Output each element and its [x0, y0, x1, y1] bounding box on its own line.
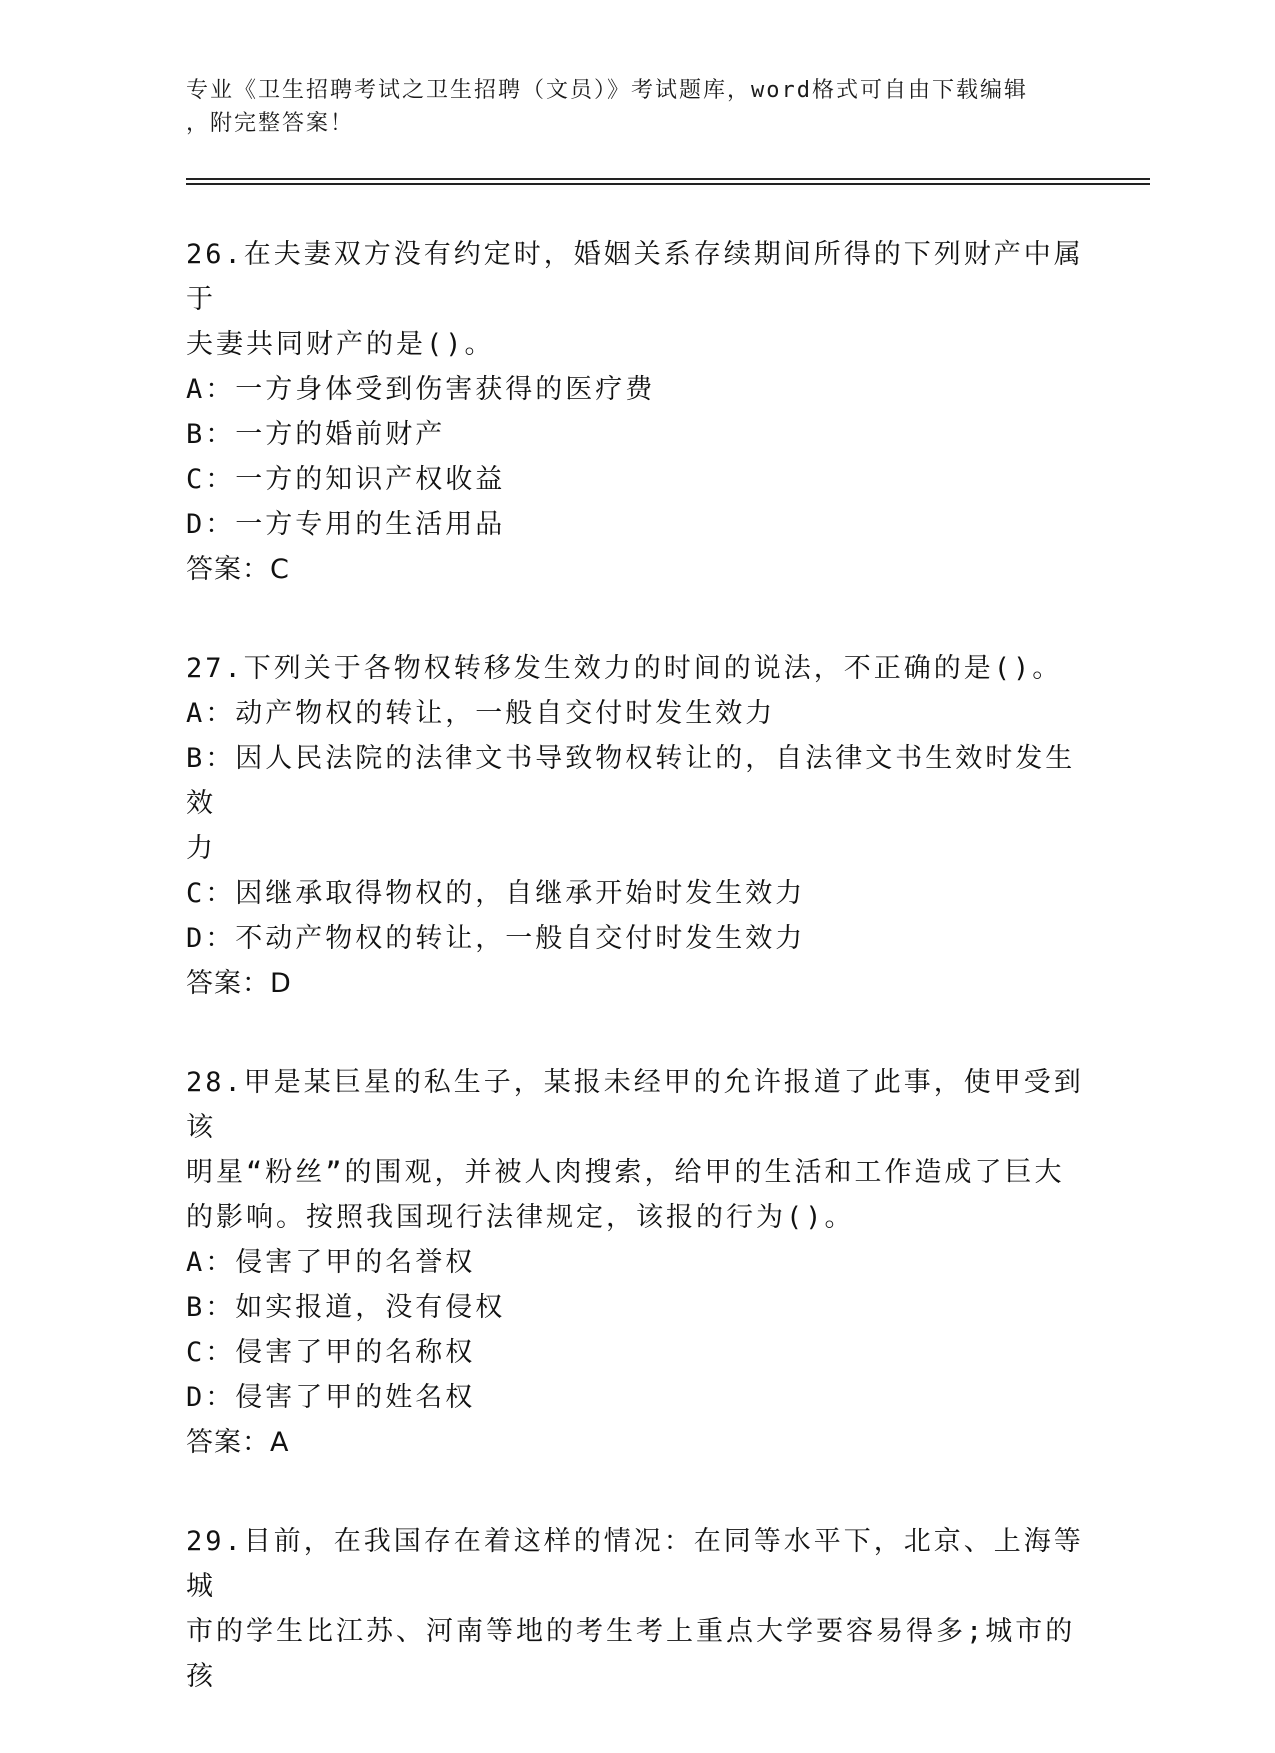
question-stem-line: 27.下列关于各物权转移发生效力的时间的说法，不正确的是()。	[186, 653, 1063, 684]
question-stem-line: 26.在夫妻双方没有约定时，婚姻关系存续期间所得的下列财产中属于	[186, 239, 1084, 315]
document-header	[186, 74, 1086, 140]
option-b-continued: 力	[186, 833, 216, 864]
option-c: C：一方的知识产权收益	[186, 464, 506, 495]
question-28	[186, 1060, 1086, 1465]
question-26	[186, 232, 1086, 592]
option-a: A：动产物权的转让，一般自交付时发生效力	[186, 698, 776, 729]
question-29	[186, 1519, 1086, 1699]
option-a: A：侵害了甲的名誉权	[186, 1247, 476, 1278]
question-27	[186, 646, 1086, 1006]
option-c: C：侵害了甲的名称权	[186, 1337, 476, 1368]
header-line-1: 专业《卫生招聘考试之卫生招聘（文员）》考试题库，word格式可自由下载编辑	[186, 78, 1028, 103]
question-stem-line: 市的学生比江苏、河南等地的考生考上重点大学要容易得多;城市的孩	[186, 1616, 1076, 1692]
option-a: A：一方身体受到伤害获得的医疗费	[186, 374, 656, 405]
question-stem-line: 的影响。按照我国现行法律规定，该报的行为()。	[186, 1202, 855, 1233]
question-stem-line: 29.目前，在我国存在着这样的情况：在同等水平下，北京、上海等城	[186, 1526, 1084, 1602]
answer-line: 答案：A	[186, 1427, 290, 1458]
question-stem-line: 夫妻共同财产的是()。	[186, 329, 495, 360]
option-d: D：侵害了甲的姓名权	[186, 1382, 476, 1413]
header-line-2: ，附完整答案！	[186, 111, 355, 136]
question-list	[186, 232, 1086, 1753]
option-d: D：一方专用的生活用品	[186, 509, 506, 540]
answer-line: 答案：D	[186, 968, 292, 999]
question-stem-line: 28.甲是某巨星的私生子，某报未经甲的允许报道了此事，使甲受到该	[186, 1067, 1084, 1143]
option-b: B：如实报道，没有侵权	[186, 1292, 506, 1323]
option-c: C：因继承取得物权的，自继承开始时发生效力	[186, 878, 806, 909]
option-b: B：一方的婚前财产	[186, 419, 446, 450]
option-d: D：不动产物权的转让，一般自交付时发生效力	[186, 923, 806, 954]
option-b: B：因人民法院的法律文书导致物权转让的，自法律文书生效时发生效	[186, 743, 1076, 819]
header-divider-bottom	[186, 183, 1150, 185]
answer-line: 答案：C	[186, 554, 290, 585]
question-stem-line: 明星“粉丝”的围观，并被人肉搜索，给甲的生活和工作造成了巨大	[186, 1157, 1065, 1188]
header-divider-top	[186, 178, 1150, 180]
